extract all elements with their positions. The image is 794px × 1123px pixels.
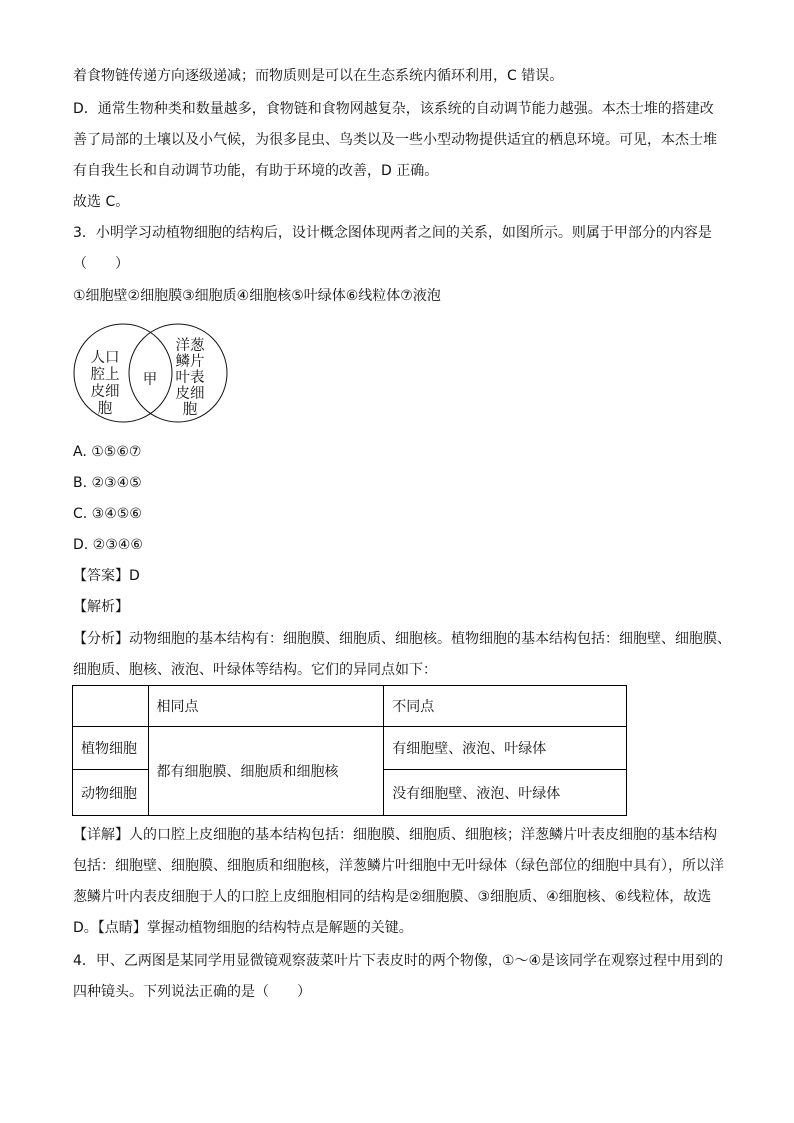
line-1: 着食物链传递方向逐级递减；而物质则是可以在生态系统内循环利用，C 错误。 [73,68,564,84]
table-header-diff: 不同点 [384,686,627,727]
table-header-row [73,686,627,727]
table-cell-plant-label: 植物细胞 [73,727,149,770]
venn-diagram [72,322,232,424]
venn-middle-label: 甲 [142,372,158,388]
venn-left-label-4: 胞 [97,401,113,417]
venn-left-label-2: 腔上 [90,367,120,383]
venn-right-label-3: 叶表 [175,370,205,386]
venn-right-label-4: 皮细 [175,386,205,402]
venn-right-label-2: 鳞片 [175,354,205,370]
question-4-line-2: 四种镜头。下列说法正确的是（ ） [73,984,311,1000]
detail-line-4: D。【点睛】掌握动植物细胞的结构特点是解题的关键。 [73,920,413,936]
question-3-items: ①细胞壁②细胞膜③细胞质④细胞核⑤叶绿体⑥线粒体⑦液泡 [73,288,441,304]
table-header-empty [73,686,149,727]
detail-line-3: 葱鳞片叶内表皮细胞于人的口腔上皮细胞相同的结构是②细胞膜、③细胞质、④细胞核、⑥线粒体，故选 [73,889,712,905]
question-3-bracket: （ ） [73,256,129,272]
analysis-line-2: 细胞质、胞核、液泡、叶绿体等结构。它们的异同点如下： [73,662,437,678]
table-header-same: 相同点 [148,686,384,727]
line-2: D．通常生物种类和数量越多，食物链和食物网越复杂，该系统的自动调节能力越强。本杰士堆的搭建改 [73,101,714,117]
table-cell-plant-diff: 有细胞壁、液泡、叶绿体 [384,727,627,770]
venn-right-label-5: 胞 [182,402,198,418]
venn-left-circle [74,324,172,422]
table-cell-same: 都有细胞膜、细胞质和细胞核 [148,727,384,816]
line-5: 故选 C。 [73,194,130,210]
detail-line-1: 【详解】人的口腔上皮细胞的基本结构包括：细胞膜、细胞质、细胞核；洋葱鳞片叶表皮细胞的基本结构 [73,827,717,843]
option-d: D. ②③④⑥ [73,537,143,553]
venn-left-label-1: 人口 [90,350,120,366]
table-cell-animal-label: 动物细胞 [73,770,149,816]
line-3: 善了局部的土壤以及小气候，为很多昆虫、鸟类以及一些小型动物提供适宜的栖息环境。可见，本杰士堆 [73,132,717,148]
venn-left-label-3: 皮细 [90,384,120,400]
option-a: A. ①⑤⑥⑦ [73,444,142,460]
answer: 【答案】D [73,568,140,584]
line-4: 有自我生长和自动调节功能，有助于环境的改善，D 正确。 [73,163,439,179]
comparison-table [72,685,627,816]
question-3: 3．小明学习动植物细胞的结构后，设计概念图体现两者之间的关系，如图所示。则属于甲部分的内容是 [73,225,712,241]
question-4-line-1: 4．甲、乙两图是某同学用显微镜观察菠菜叶片下表皮时的两个物像，①～④是该同学在观察过程中用到的 [73,953,724,969]
table-cell-animal-diff: 没有细胞壁、液泡、叶绿体 [384,770,627,816]
table-row-plant [73,727,627,770]
detail-line-2: 包括：细胞壁、细胞膜、细胞质和细胞核，洋葱鳞片叶细胞中无叶绿体（绿色部位的细胞中具有），所以洋 [73,858,724,874]
venn-right-label-1: 洋葱 [175,338,205,354]
analysis-line-1: 【分析】动物细胞的基本结构有：细胞膜、细胞质、细胞核。植物细胞的基本结构包括：细胞壁、细胞膜、 [73,631,731,647]
option-b: B. ②③④⑤ [73,475,142,491]
analysis-heading: 【解析】 [73,599,129,615]
option-c: C. ③④⑤⑥ [73,506,142,522]
